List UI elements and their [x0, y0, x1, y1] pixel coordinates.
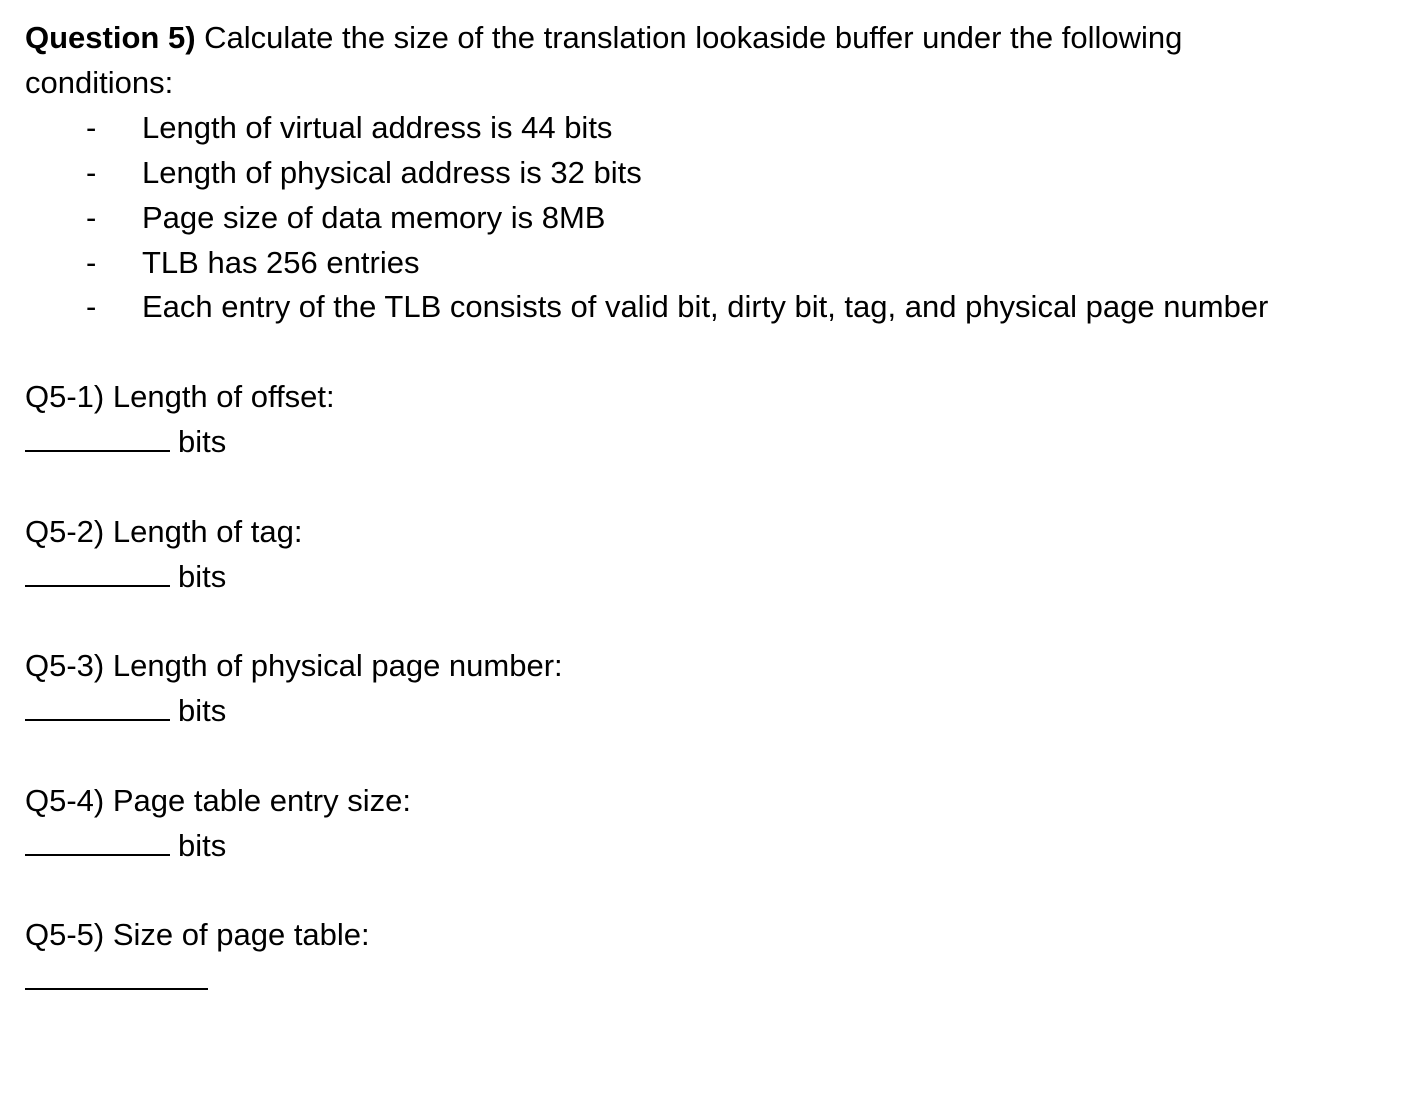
answer-unit: bits — [178, 559, 227, 594]
answer-blank[interactable] — [25, 960, 208, 990]
question-heading — [25, 16, 1182, 60]
answer-unit: bits — [178, 828, 227, 863]
answer-row-2 — [25, 555, 226, 599]
bullet-dash: - — [86, 245, 97, 280]
answer-blank[interactable] — [25, 691, 170, 721]
answer-row-1 — [25, 420, 226, 464]
question-text-line2: conditions: — [25, 65, 174, 100]
condition-text: Page size of data memory is 8MB — [142, 200, 606, 235]
answer-blank[interactable] — [25, 557, 170, 587]
bullet-dash: - — [86, 289, 97, 324]
answer-blank[interactable] — [25, 826, 170, 856]
condition-text: Length of physical address is 32 bits — [142, 155, 642, 190]
answer-row-5 — [25, 958, 216, 1002]
answer-row-3 — [25, 689, 226, 733]
bullet-dash: - — [86, 155, 97, 190]
answer-blank[interactable] — [25, 422, 170, 452]
subquestion-label-3: Q5-3) Length of physical page number: — [25, 648, 563, 683]
answer-unit: bits — [178, 693, 227, 728]
condition-text: Each entry of the TLB consists of valid bit, dirty bit, tag, and physical page number — [142, 289, 1269, 324]
condition-text: Length of virtual address is 44 bits — [142, 110, 613, 145]
subquestion-label-5: Q5-5) Size of page table: — [25, 917, 370, 952]
bullet-dash: - — [86, 110, 97, 145]
answer-unit: bits — [178, 424, 227, 459]
bullet-dash: - — [86, 200, 97, 235]
condition-text: TLB has 256 entries — [142, 245, 420, 280]
question-text-line1: Calculate the size of the translation lookaside buffer under the following — [195, 20, 1183, 55]
subquestion-label-2: Q5-2) Length of tag: — [25, 514, 303, 549]
answer-row-4 — [25, 824, 226, 868]
subquestion-label-1: Q5-1) Length of offset: — [25, 379, 335, 414]
question-label: Question 5) — [25, 20, 196, 55]
subquestion-label-4: Q5-4) Page table entry size: — [25, 783, 411, 818]
